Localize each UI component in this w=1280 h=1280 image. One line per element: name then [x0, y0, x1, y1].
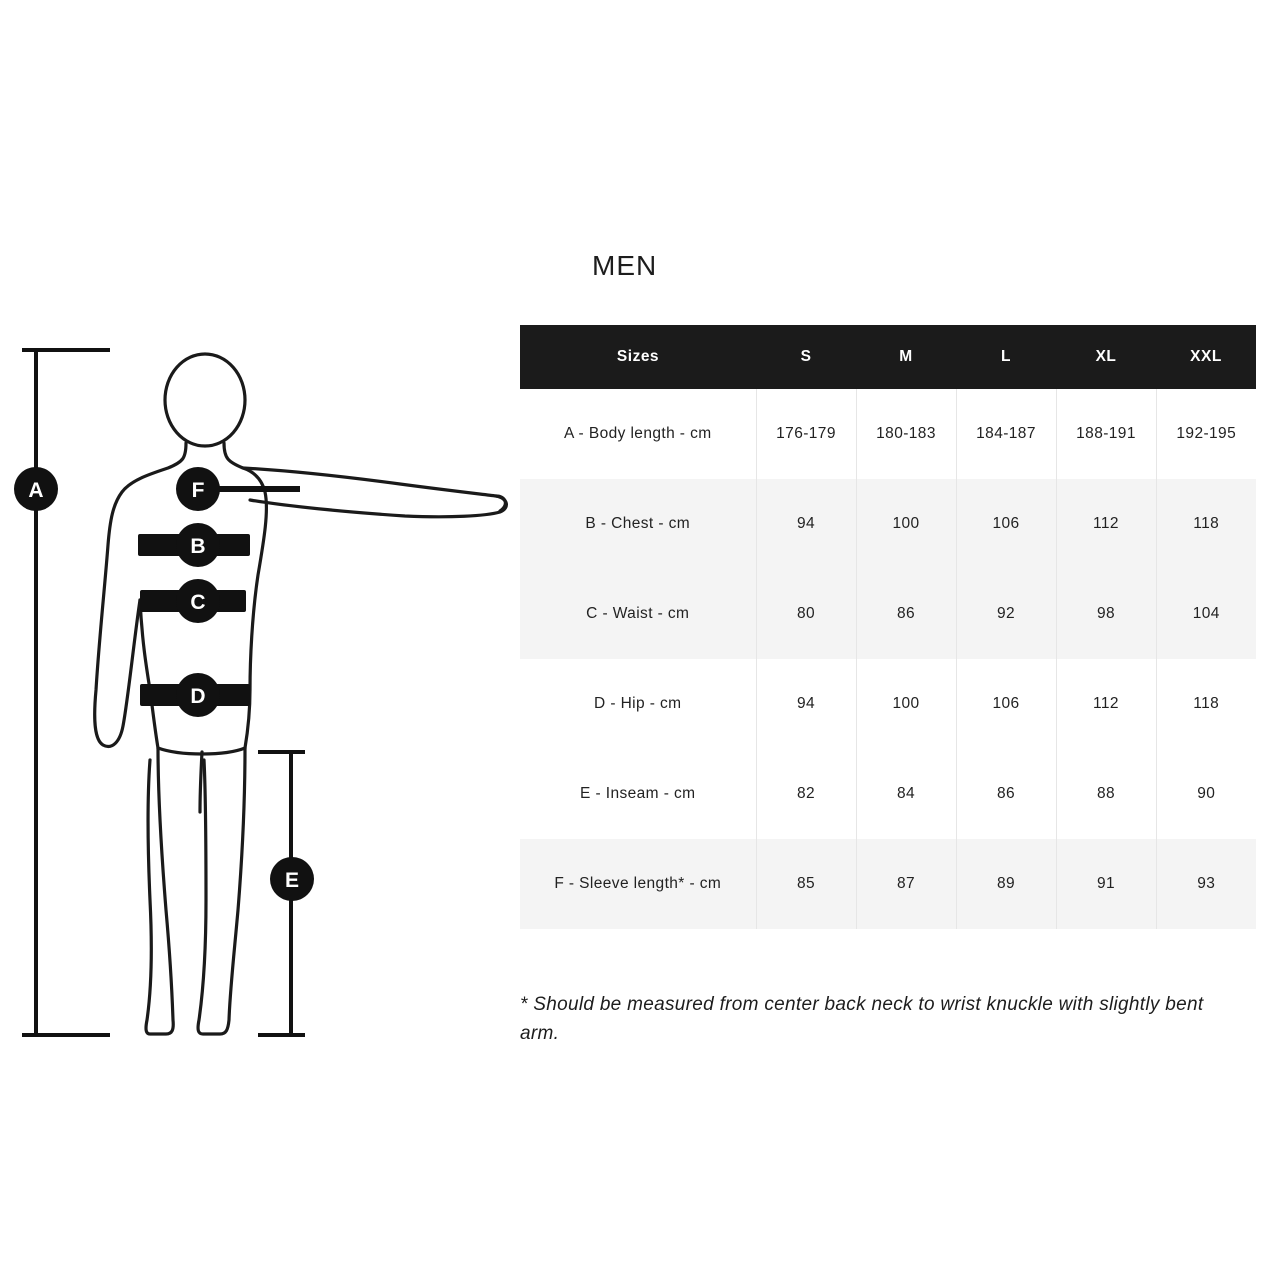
cell-sleeve-length-xl: 91	[1056, 839, 1156, 929]
body-measurement-diagram	[0, 0, 520, 1280]
cell-body-length-xl: 188-191	[1056, 389, 1156, 479]
row-label-hip: D - Hip - cm	[520, 659, 756, 749]
cell-hip-m: 100	[856, 659, 956, 749]
marker-a	[14, 467, 58, 511]
marker-a-label: A	[28, 479, 44, 502]
cell-sleeve-length-l: 89	[956, 839, 1056, 929]
cell-hip-s: 94	[756, 659, 856, 749]
table-body	[520, 389, 1256, 929]
marker-c-label: C	[190, 591, 206, 614]
table-row	[520, 659, 1256, 749]
size-chart-table	[520, 325, 1256, 929]
header-size-xl: XL	[1056, 325, 1156, 389]
header-size-m: M	[856, 325, 956, 389]
header-size-s: S	[756, 325, 856, 389]
cell-sleeve-length-s: 85	[756, 839, 856, 929]
row-label-sleeve-length: F - Sleeve length* - cm	[520, 839, 756, 929]
cell-waist-xxl: 104	[1156, 569, 1256, 659]
cell-body-length-xxl: 192-195	[1156, 389, 1256, 479]
cell-hip-xl: 112	[1056, 659, 1156, 749]
cell-inseam-l: 86	[956, 749, 1056, 839]
marker-d-label: D	[190, 685, 206, 708]
cell-waist-xl: 98	[1056, 569, 1156, 659]
size-chart-panel	[520, 0, 1280, 1280]
header-size-l: L	[956, 325, 1056, 389]
cell-sleeve-length-m: 87	[856, 839, 956, 929]
cell-chest-l: 106	[956, 479, 1056, 569]
table-header	[520, 325, 1256, 389]
cell-chest-xxl: 118	[1156, 479, 1256, 569]
cell-chest-m: 100	[856, 479, 956, 569]
cell-chest-xl: 112	[1056, 479, 1156, 569]
marker-d	[176, 673, 220, 717]
marker-f-label: F	[191, 479, 205, 502]
row-label-body-length: A - Body length - cm	[520, 389, 756, 479]
cell-inseam-s: 82	[756, 749, 856, 839]
marker-e-label: E	[284, 869, 300, 892]
table-header-row	[520, 325, 1256, 389]
marker-e	[270, 857, 314, 901]
cell-waist-m: 86	[856, 569, 956, 659]
cell-inseam-xl: 88	[1056, 749, 1156, 839]
row-label-inseam: E - Inseam - cm	[520, 749, 756, 839]
cell-waist-l: 92	[956, 569, 1056, 659]
marker-f	[176, 467, 220, 511]
chart-title: MEN	[592, 250, 658, 281]
cell-inseam-m: 84	[856, 749, 956, 839]
cell-body-length-s: 176-179	[756, 389, 856, 479]
cell-body-length-m: 180-183	[856, 389, 956, 479]
cell-hip-l: 106	[956, 659, 1056, 749]
marker-b	[176, 523, 220, 567]
cell-hip-xxl: 118	[1156, 659, 1256, 749]
table-row	[520, 389, 1256, 479]
cell-body-length-l: 184-187	[956, 389, 1056, 479]
chart-footnote: * Should be measured from center back neck to wrist knuckle with slightly bent arm.	[520, 994, 1204, 1045]
header-size-xxl: XXL	[1156, 325, 1256, 389]
marker-b-label: B	[190, 535, 206, 558]
table-row	[520, 839, 1256, 929]
figure-svg	[0, 0, 520, 1280]
cell-chest-s: 94	[756, 479, 856, 569]
row-label-chest: B - Chest - cm	[520, 479, 756, 569]
table-row	[520, 479, 1256, 569]
cell-sleeve-length-xxl: 93	[1156, 839, 1256, 929]
cell-inseam-xxl: 90	[1156, 749, 1256, 839]
cell-waist-s: 80	[756, 569, 856, 659]
table-row	[520, 569, 1256, 659]
header-sizes-label: Sizes	[520, 325, 756, 389]
marker-c	[176, 579, 220, 623]
table-row	[520, 749, 1256, 839]
row-label-waist: C - Waist - cm	[520, 569, 756, 659]
